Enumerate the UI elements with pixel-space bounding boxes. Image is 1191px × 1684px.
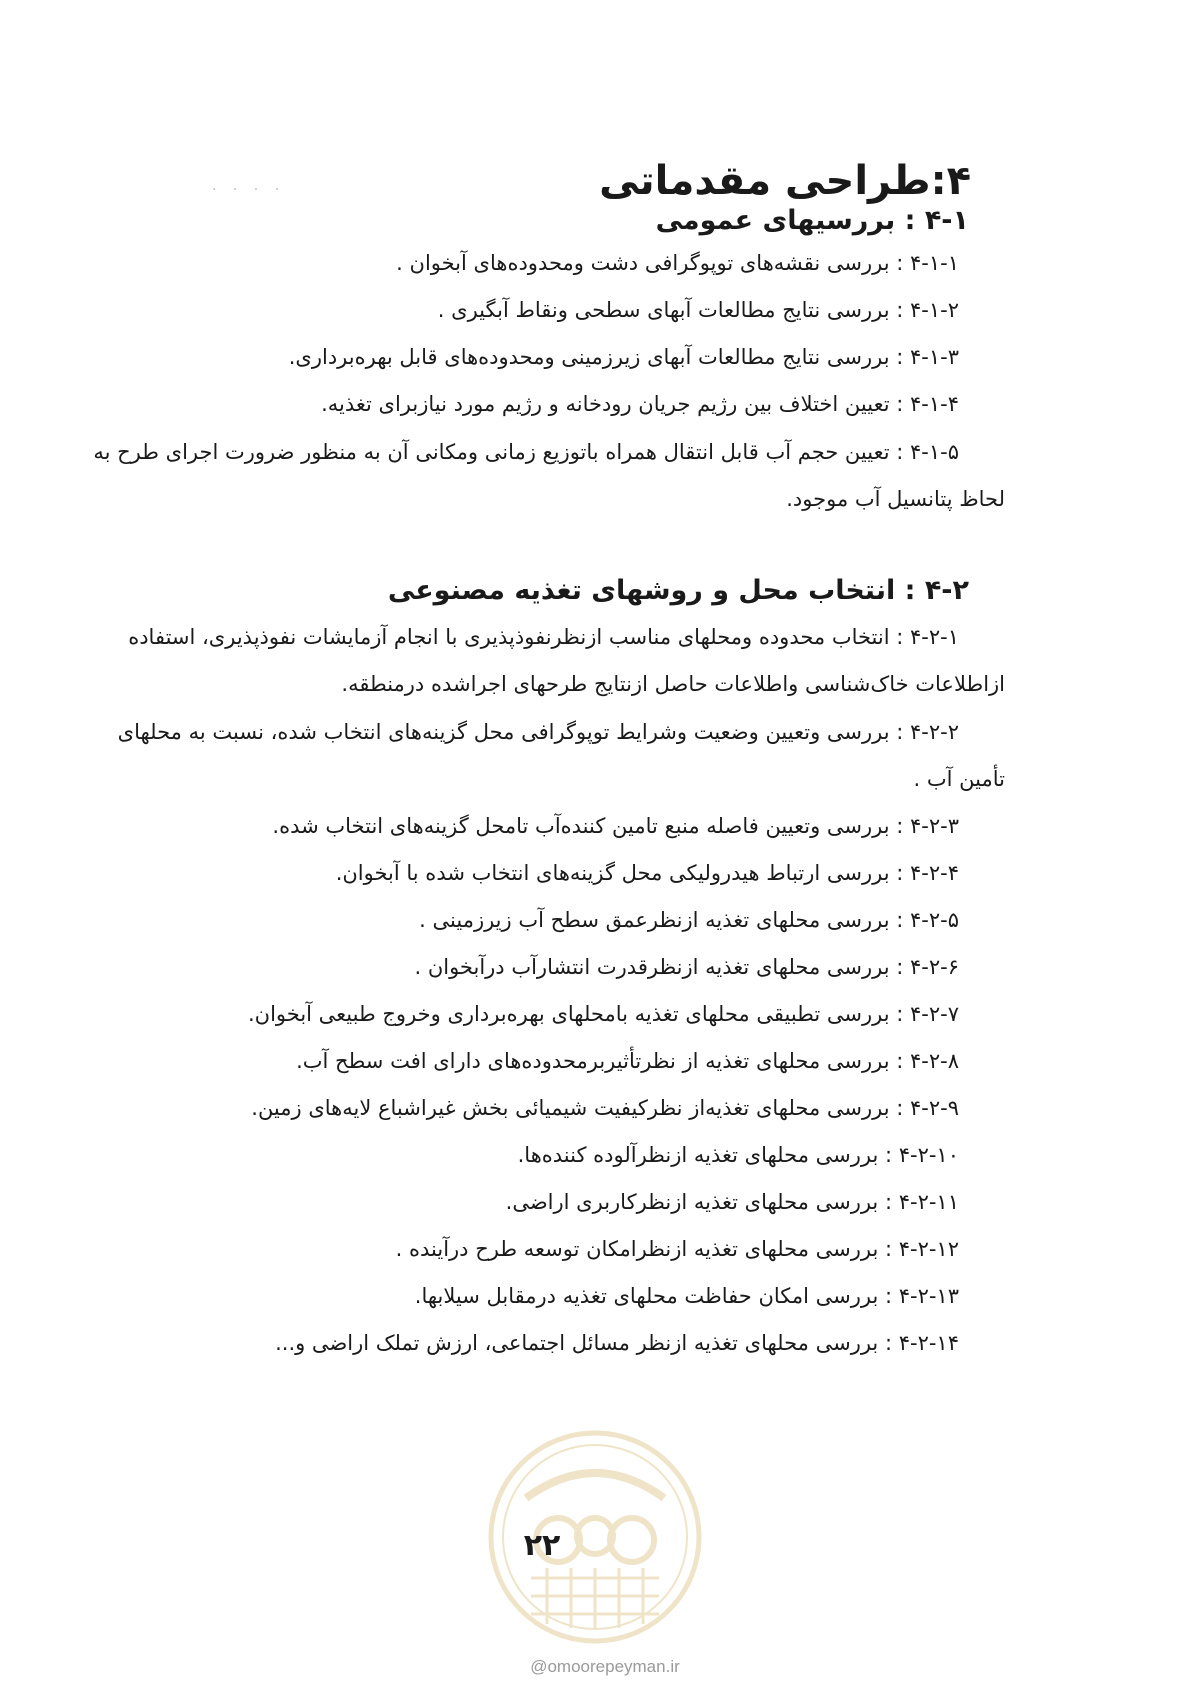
item-4-1-5: ۴-۱-۵ : تعیین حجم آب قابل انتقال همراه باتوزیع زمانی ومکانی آن به منظور ضرورت اجرای طرح به [93, 440, 959, 464]
section-title-4-1: ۴-۱ : بررسیهای عمومی [655, 205, 969, 236]
item-4-2-6: ۴-۲-۶ : بررسی محلهای تغذیه ازنظرقدرت انتشارآب درآبخوان . [414, 955, 959, 979]
item-4-1-5-continuation: لحاظ پتانسیل آب موجود. [786, 487, 1005, 511]
item-4-1-1: ۴-۱-۱ : بررسی نقشه‌های توپوگرافی دشت ومحدوده‌های آبخوان . [396, 251, 959, 275]
item-4-2-7: ۴-۲-۷ : بررسی تطبیقی محلهای تغذیه بامحلهای بهره‌برداری وخروج طبیعی آبخوان. [247, 1002, 959, 1026]
item-4-2-11: ۴-۲-۱۱ : بررسی محلهای تغذیه ازنظرکاربری اراضی. [505, 1190, 959, 1214]
item-4-2-1-line2: ازاطلاعات خاک‌شناسی واطلاعات حاصل ازنتایج طرحهای اجراشده درمنطقه. [341, 672, 1005, 696]
item-4-2-2-line2: تأمین آب . [913, 767, 1005, 791]
item-4-2-12: ۴-۲-۱۲ : بررسی محلهای تغذیه ازنظرامکان توسعه طرح درآینده . [395, 1237, 959, 1261]
item-4-2-2-line1: ۴-۲-۲ : بررسی وتعیین وضعیت وشرایط توپوگرافی محل گزینه‌های انتخاب شده، نسبت به محلهای [117, 720, 959, 744]
page-number: ۲۲ [523, 1528, 561, 1563]
item-4-2-10: ۴-۲-۱۰ : بررسی محلهای تغذیه ازنظرآلوده کننده‌ها. [517, 1143, 959, 1167]
item-4-2-9: ۴-۲-۹ : بررسی محلهای تغذیه‌از نظرکیفیت شیمیائی بخش غیراشباع لایه‌های زمین. [251, 1096, 959, 1120]
scan-specks: . . . . [212, 178, 286, 194]
watermark-site-text: @omoorepeyman.ir [530, 1657, 680, 1676]
item-4-2-1-line1: ۴-۲-۱ : انتخاب محدوده ومحلهای مناسب ازنظرنفوذپذیری با انجام آزمایشات نفوذپذیری، استفاده [128, 625, 959, 649]
item-4-2-4: ۴-۲-۴ : بررسی ارتباط هیدرولیکی محل گزینه‌های انتخاب شده با آبخوان. [335, 861, 959, 885]
section-title-4-2: ۴-۲ : انتخاب محل و روشهای تغذیه مصنوعی [387, 575, 969, 606]
item-4-2-8: ۴-۲-۸ : بررسی محلهای تغذیه از نظرتأثیربرمحدوده‌های دارای افت سطح آب. [296, 1049, 959, 1073]
item-4-1-4: ۴-۱-۴ : تعیین اختلاف بین رژیم جریان رودخانه و رژیم مورد نیازبرای تغذیه. [321, 392, 959, 416]
item-4-1-2: ۴-۱-۲ : بررسی نتایج مطالعات آبهای سطحی ونقاط آبگیری . [437, 298, 959, 322]
chapter-title: ۴:طراحی مقدماتی [599, 158, 971, 204]
item-4-2-3: ۴-۲-۳ : بررسی وتعیین فاصله منبع تامین کننده‌آب تامحل گزینه‌های انتخاب شده. [272, 814, 959, 838]
item-4-2-5: ۴-۲-۵ : بررسی محلهای تغذیه ازنظرعمق سطح آب زیرزمینی . [419, 908, 959, 932]
item-4-1-3: ۴-۱-۳ : بررسی نتایج مطالعات آبهای زیرزمینی ومحدوده‌های قابل بهره‌برداری. [288, 345, 959, 369]
item-4-2-13: ۴-۲-۱۳ : بررسی امکان حفاظت محلهای تغذیه درمقابل سیلابها. [414, 1284, 959, 1308]
item-4-2-14: ۴-۲-۱۴ : بررسی محلهای تغذیه ازنظر مسائل اجتماعی، ارزش تملک اراضی و... [275, 1331, 959, 1355]
